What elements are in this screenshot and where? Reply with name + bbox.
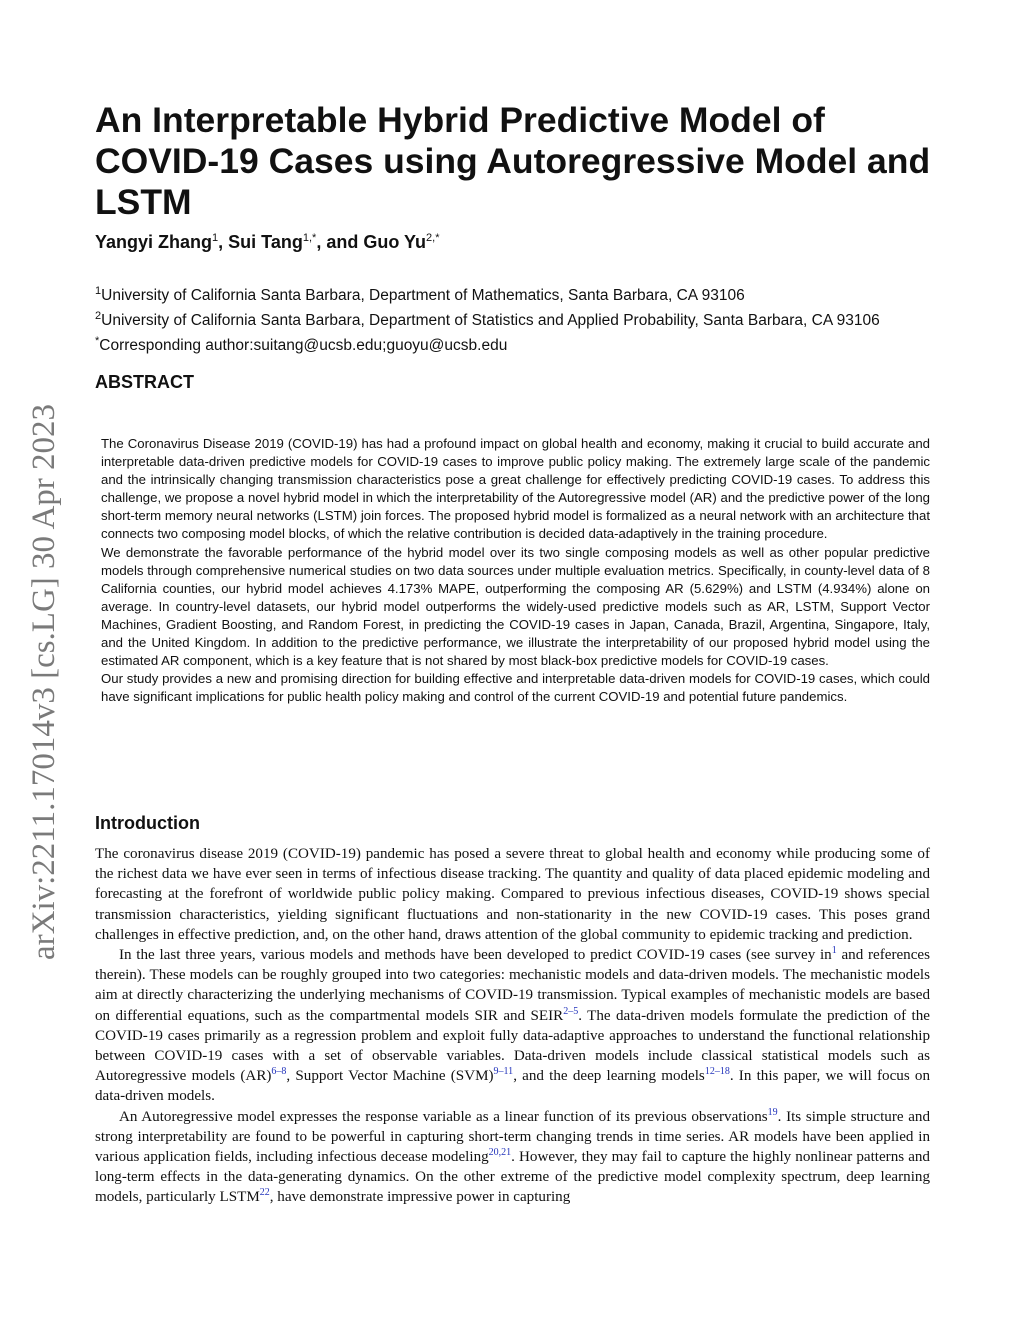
paper-title: An Interpretable Hybrid Predictive Model of COVID-19 Cases using Autoregressive Model and LSTM <box>95 100 931 222</box>
author-name: Yangyi Zhang <box>95 232 213 252</box>
body-paragraph: An Autoregressive model expresses the response variable as a linear function of its previous observations$^{19}$. Its simple structure and strong interpretability are found to be powerful in capturing short-term changing trends in time series. AR models have been applied in various application fields, including infectious decease modeling$^{20,21}$. However, they may fail to capture the highly nonlinear patterns and long-term effects in the data-generating dynamics. On the other extreme of the predictive model complexity spectrum, deep learning models, particularly LSTM$^{22}$, have demonstrate impressive power in capturing <box>95 1106 930 1206</box>
affiliation-line: $^1$University of California Santa Barbara, Department of Mathematics, Santa Barbara, CA 93106 <box>95 285 745 305</box>
affiliation-line: $^2$University of California Santa Barbara, Department of Statistics and Applied Probability, Santa Barbara, CA 93106 <box>95 310 880 330</box>
body-paragraph: In the last three years, various models and methods have been developed to predict COVID-19 cases (see survey $in^1$ and references therein). These models can be roughly grouped into two categories: mechanistic models and data-driven models. The mechanistic models aim at directly characterizing the underlying mechanisms of COVID-19 transmission. Typical examples of mechanistic models are based on differential equations, such as the compartmental models SIR and SEIR$^{2-5}$. The data-driven models formulate the prediction of the COVID-19 cases primarily as a regression problem and exploit fully data-adaptive approaches to understand the functional relationship between COVID-19 cases with a set of observable variables. Data-driven models include classical statistical models such as Autoregressive models (AR)$^{6-8}$, Support Vector Machine (SVM)$^{9-11}$, and the deep learning models$^{12-18}$. In this paper, we will focus on data-driven models. <box>95 944 931 1105</box>
abstract-paragraph: Our study provides a new and promising direction for building effective and interpretable data-driven models for COVID-19 cases, which could have significant implications for public health policy making and control of the current COVID-19 and potential future pandemics. <box>101 671 930 705</box>
citation-link[interactable]: 20,21 <box>488 1147 512 1159</box>
author-list: Yangyi Zhang$^1$, Sui Tang$^{1,*}$, and Guo $Yu^{2,*}$ <box>95 232 440 252</box>
introduction-heading: Introduction <box>95 813 200 833</box>
author-name: Sui Tang <box>228 232 303 252</box>
citation-link[interactable]: 1 <box>831 944 837 956</box>
citation-link[interactable]: 19 <box>767 1106 778 1118</box>
body-paragraph: The coronavirus disease 2019 (COVID-19) pandemic has posed a severe threat to global health and economy while producing some of the richest data we have ever seen in terms of infectious disease tracking. The quantity and quality of data placed epidemic modeling and forecasting at the forefront of worldwide public policy making. Compared to previous infectious diseases, COVID-19 shows special transmission characteristics, yielding significant fluctuations and non-stationarity in the new COVID-19 cases. This poses grand challenges in effective prediction, and, on the other hand, draws attention of the global community to epidemic tracking and prediction. <box>95 846 930 943</box>
abstract-body <box>101 435 930 706</box>
abstract-paragraph: We demonstrate the favorable performance of the hybrid model over its two single composing models as well as other popular predictive models through comprehensive numerical studies on two data sources under multiple evaluation metrics. Specifically, in county-level data of 8 California counties, our hybrid model achieves 4.173% MAPE, outperforming the composing AR (5.629%) and LSTM (4.934%) alone on average. In country-level datasets, our hybrid model outperforms the widely-used predictive models such as AR, LSTM, Support Vector Machines, Gradient Boosting, and Random Forest, in predicting the COVID-19 cases in Japan, Canada, Brazil, Argentina, Singapore, Italy, and the United Kingdom. In addition to the predictive performance, we illustrate the interpretability of our proposed hybrid model using the estimated AR component, which is a key feature that is not shared by most black-box predictive models for COVID-19 cases. <box>101 544 930 669</box>
corresponding-author-line: *Corresponding author:suitang@ucsb.edu;guoyu@ucsb.edu <box>95 335 508 355</box>
author-name: Guo Yu <box>363 232 427 252</box>
abstract-heading: ABSTRACT <box>95 372 194 392</box>
author-affiliation-mark: 2,* <box>426 232 440 244</box>
author-affiliation-mark: 1,* <box>302 232 317 244</box>
citation-link[interactable]: 12–18 <box>704 1066 730 1078</box>
affiliation-list <box>95 281 955 356</box>
citation-link[interactable]: 2–5 <box>563 1005 579 1017</box>
introduction-body <box>95 844 930 1208</box>
arxiv-identifier-stamp: arXiv:2211.17014v3 [cs.LG] 30 Apr 2023 <box>26 403 62 960</box>
author-affiliation-mark: 1 <box>212 232 219 244</box>
citation-link[interactable]: 9–11 <box>493 1066 514 1078</box>
citation-link[interactable]: 6–8 <box>271 1066 287 1078</box>
abstract-paragraph: The Coronavirus Disease 2019 (COVID-19) has had a profound impact on global health and economy, making it crucial to build accurate and interpretable data-driven predictive models for COVID-19 cases to improve public policy making. The extremely large scale of the pandemic and the intrinsically changing transmission characteristics pose a great challenge for effectively predicting COVID-19 cases. To address this challenge, we propose a novel hybrid model in which the interpretability of the Autoregressive model (AR) and the predictive power of the long short-term memory neural networks (LSTM) join forces. The proposed hybrid model is formalized as a neural network with an architecture that connects two composing model blocks, of which the relative contribution is decided data-adaptively in the training procedure. <box>101 436 930 542</box>
citation-link[interactable]: 22 <box>259 1187 270 1199</box>
